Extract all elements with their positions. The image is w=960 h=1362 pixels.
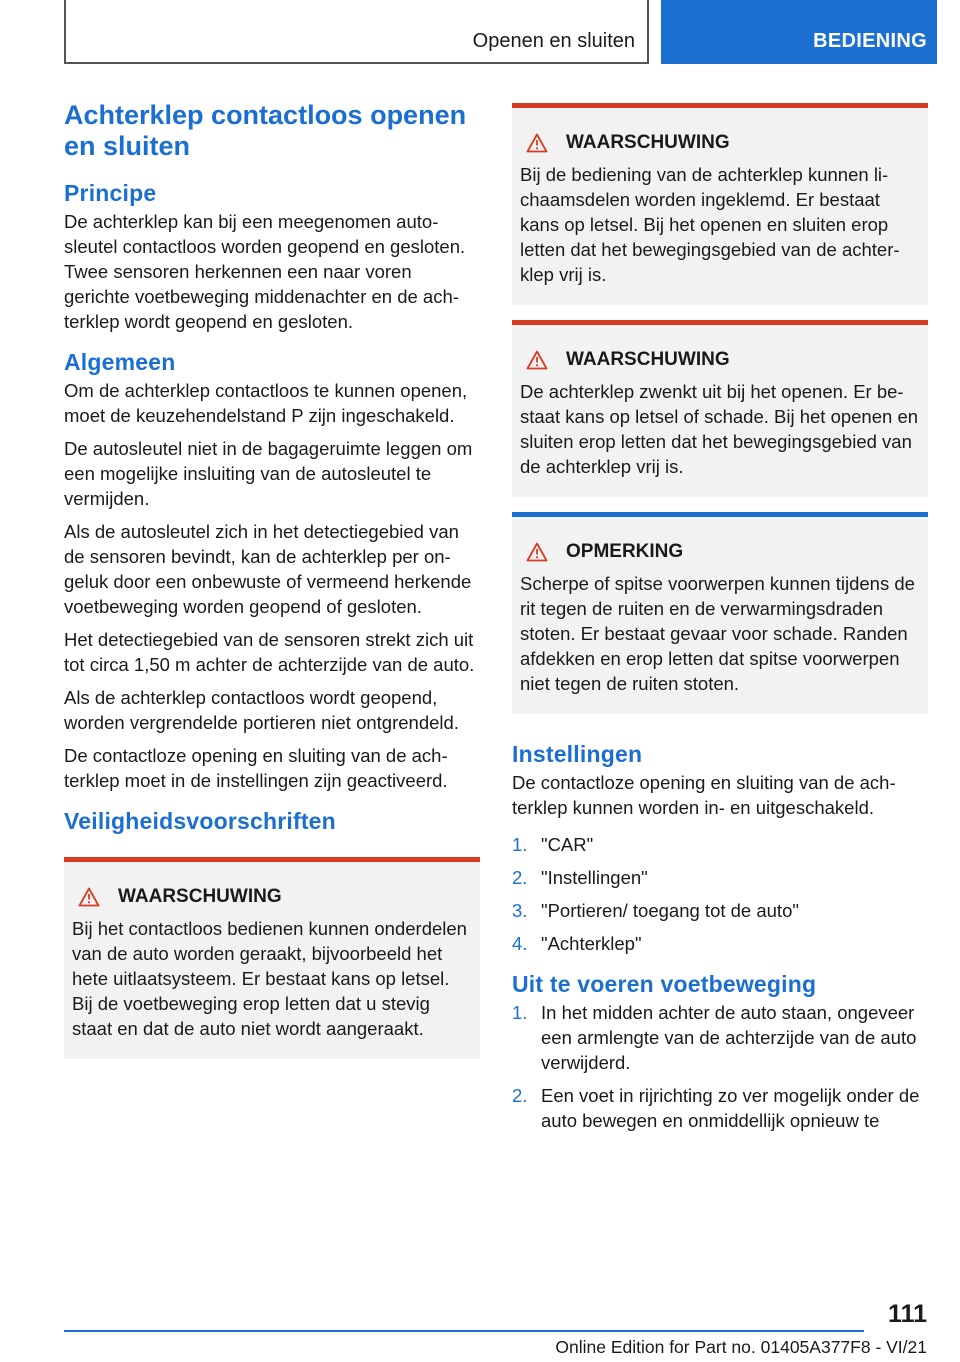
list-item [512,1000,928,1075]
veiligheid-section [64,807,480,1059]
step-text: "Achterklep" [541,933,642,954]
warning-triangle-icon [526,542,548,562]
chapter-tab-label: BEDIENING [813,30,927,52]
step-number: 1. [512,1002,528,1023]
step-number: 4. [512,933,528,954]
list-item [512,898,928,923]
warning-title-text: WAARSCHUWING [566,132,730,153]
warning-triangle-icon [526,350,548,370]
algemeen-paragraph: De autosleutel niet in de bagageruimte leggen om een mogelijke insluiting van de autosleutel te vermijden. [64,438,473,509]
algemeen-paragraph: De contactloze opening en sluiting van de achterklep moet in de instellingen zijn geactiveerd. [64,745,448,791]
section-title: Openen en sluiten [472,30,635,52]
algemeen-paragraph: Het detectiegebied van de sensoren strekt zich uit tot circa 1,50 m achter de achterzijde van de auto. [64,629,475,675]
list-item [512,865,928,890]
step-text: In het midden achter de auto staan, ongeveer een armlengte van de achterzijde van de auto verwijderd. [541,1002,917,1073]
warning-box [64,857,480,1059]
warning-text: Bij de bediening van de achterklep kunnen lichaamsdelen worden ingeklemd. Er bestaat kans op letsel. Bij het openen en sluiten erop letten dat het bewegingsgebied van de achterklep vrij is. [520,164,900,285]
principe-section [64,179,480,334]
algemeen-paragraph: Als de achterklep contactloos wordt geopend, worden vergrendelde portieren niet ontgrendeld. [64,687,459,733]
algemeen-paragraph: Als de autosleutel zich in het detectiegebied van de sensoren bevindt, kan de achterklep per ongeluk door een onbewuste of vermeend herkende voetbeweging worden geopend of gesloten. [64,521,472,617]
step-number: 3. [512,900,528,921]
right-column [512,103,928,1141]
note-title [520,539,920,565]
edition-text: Online Edition for Part no. 01405A377F8 - VI/21 [555,1337,927,1357]
step-number: 2. [512,1085,528,1106]
warning-title [520,347,920,373]
step-text: "Instellingen" [541,867,648,888]
instellingen-heading: Instellingen [512,741,643,767]
principe-heading: Principe [64,180,157,206]
note-title-text: OPMERKING [566,541,684,562]
list-item [512,931,928,956]
page-title: Achterklep contactloos openen en sluiten [64,100,467,161]
veiligheid-heading: Veiligheidsvoorschriften [64,808,336,834]
instellingen-section [512,740,928,956]
step-text: "CAR" [541,834,594,855]
note-text: Scherpe of spitse voorwerpen kunnen tijdens de rit tegen de ruiten en de verwarmingsdraden stoten. Er bestaat gevaar voor schade. Randen afdekken en erop letten dat spitse voorwerpen niet tegen de ruiten stoten. [520,573,915,694]
step-text: Een voet in rijrichting zo ver mogelijk onder de auto bewegen en onmiddellijk opnieuw te [541,1085,920,1131]
warning-box [512,320,928,497]
footer-divider [64,1330,864,1332]
warning-title-text: WAARSCHUWING [118,886,282,907]
voetbeweging-steps [512,1000,928,1133]
algemeen-paragraph: Om de achterklep contactloos te kunnen openen, moet de keuzehendelstand P zijn ingeschakeld. [64,380,468,426]
chapter-tab [661,0,937,64]
warning-text: De achterklep zwenkt uit bij het openen. Er bestaat kans op letsel of schade. Bij het openen en sluiten erop letten dat het bewegingsgebied van de achterklep vrij is. [520,381,919,477]
step-text: "Portieren/ toegang tot de auto" [541,900,799,921]
warning-title-text: WAARSCHUWING [566,349,730,370]
warning-title [72,884,472,910]
warning-text: Bij het contactloos bedienen kunnen onderdelen van de auto worden geraakt, bijvoorbeeld het hete uitlaatsysteem. Er bestaat kans op letsel. Bij de voetbeweging erop letten dat u stevig staat en dat de auto niet wordt aangeraakt. [72,918,467,1039]
instellingen-steps [512,832,928,956]
list-item [512,832,928,857]
page-number: 111 [888,1300,927,1328]
voetbeweging-heading: Uit te voeren voetbeweging [512,971,817,997]
instellingen-text: De contactloze opening en sluiting van de achterklep kunnen worden in- en uitgeschakeld. [512,772,896,818]
step-number: 2. [512,867,528,888]
warning-box [512,103,928,305]
voetbeweging-section [512,970,928,1133]
note-box [512,512,928,714]
step-number: 1. [512,834,528,855]
warning-title [520,130,920,156]
list-item [512,1083,928,1133]
algemeen-heading: Algemeen [64,349,176,375]
warning-triangle-icon [526,133,548,153]
running-header [64,0,649,64]
principe-text: De achterklep kan bij een meegenomen autosleutel contactloos worden geopend en gesloten. Twee sensoren herkennen een naar voren gerichte voetbeweging middenachter en de achterklep wordt geopend en gesloten. [64,211,466,332]
warning-triangle-icon [78,887,100,907]
algemeen-section [64,348,480,793]
left-column [64,100,480,1059]
